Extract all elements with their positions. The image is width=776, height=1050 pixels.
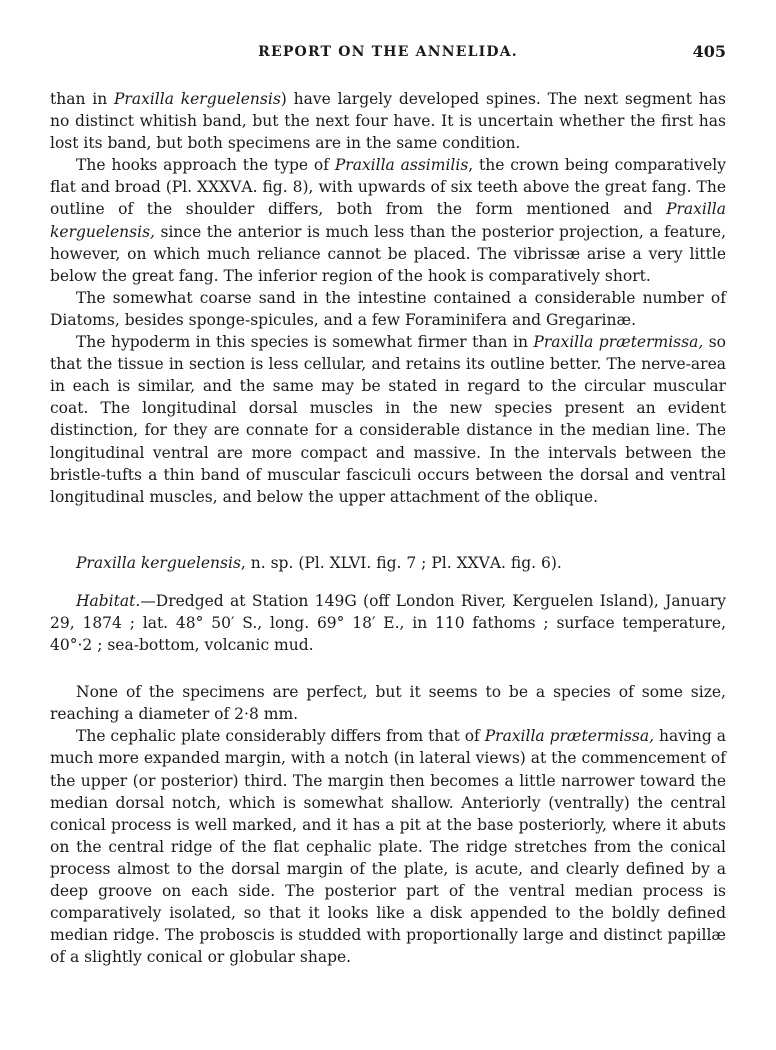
running-title: REPORT ON THE ANNELIDA.: [258, 44, 518, 60]
paragraph-5: None of the specimens are perfect, but it seems to be a species of some size, reaching a diameter of 2·8 mm.: [50, 683, 726, 724]
paragraph-1: [50, 88, 726, 154]
station-letter: G: [344, 591, 357, 610]
paragraph-4: [50, 331, 726, 508]
species-name: Praxilla kerguelensis: [76, 553, 241, 572]
text-run: since the anterior is much less than the posterior projection, a feature, however, on which much reliance cannot be placed. The vibrissæ arise a very little below the great fang. The inferior region of the hook is comparatively short.: [50, 222, 726, 285]
page-header: [50, 44, 726, 66]
text-run: . fig. 8), with upwards of six teeth above the great fang. The outline of the shoulder differs, both from the form mentioned and: [50, 178, 726, 219]
text-run: , the crown being comparatively flat and broad (Pl. XXXV: [50, 156, 726, 197]
text-run: The cephalic plate considerably differs from that of: [76, 727, 485, 746]
habitat-label: Habitat.: [76, 591, 141, 610]
text-run: than in: [50, 90, 114, 108]
text-run: The hooks approach the type of: [76, 156, 335, 175]
text-run: ) have largely developed spines. The next segment has no distinct whitish band, but the next four have. It is uncertain whether the first has lost its band, but both specimens are in the same condition.: [50, 90, 726, 153]
text-run: (off London River, Kerguelen Island), January 29, 1874 ; lat. 48° 50′ S., long. 69° 18′ E., in 110 fathoms ; surface temperature, 40°·2 ; sea-bottom, volcanic mud.: [50, 591, 726, 655]
taxon-name: Praxilla assimilis: [334, 156, 469, 175]
text-run: having a much more expanded margin, with a notch (in lateral views) at the commencement of the upper (or posterior) third. The margin then becomes a little narrower toward the median dorsal notch, which is somewhat shallow. Anteriorly (ventrally) the central conical process is well marked, and it has a pit at the base posteriorly, where it abuts on the central ridge of the flat cephalic plate. The ridge stretches from the conical process almost to the dorsal margin of the plate, is acute, and clearly defined by a deep groove on each side. The posterior part of the ventral median process is comparatively isolated, so that it looks like a disk appended to the boldly defined median ridge. The proboscis is studded with proportionally large and distinct papillæ of a slightly conical or globular shape.: [50, 727, 726, 967]
taxon-name: Praxilla kerguelensis,: [50, 200, 726, 241]
paragraph-3: The somewhat coarse sand in the intestine contained a considerable number of Diatoms, besides sponge-spicules, and a few Foraminifera and Gregarinæ.: [50, 288, 726, 329]
text-run: —Dredged at Station 149: [140, 591, 345, 610]
taxon-name: Praxilla kerguelensis: [114, 90, 281, 108]
text-run: so that the tissue in section is less cellular, and retains its outline better. The nerve-area in each is similar, and the same may be stated in regard to the circular muscular coat. The longitudinal dorsal muscles in the new species present an evident distinction, for they are connate for a considerable distance in the median line. The longitudinal ventral are more compact and massive. In the intervals between the bristle-tufts a thin band of muscular fasciculi occurs between the dorsal and ventral longitudinal muscles, and below the upper attachment of the oblique.: [50, 333, 726, 506]
habitat-paragraph: [50, 590, 726, 656]
plate-suffix: A: [241, 178, 253, 197]
species-heading: [50, 552, 726, 574]
body-text: [50, 88, 726, 968]
text-run: The hypoderm in this species is somewhat firmer than in: [76, 333, 534, 352]
paragraph-2: [50, 154, 726, 287]
text-run: , n. sp. (Pl. XLVI. fig. 7 ; Pl. XXV: [240, 553, 490, 572]
taxon-name: Praxilla prætermissa,: [484, 727, 655, 746]
paragraph-6: [50, 725, 726, 968]
page-number: 405: [692, 42, 726, 61]
plate-suffix: A: [489, 553, 502, 572]
text-run: . fig. 6).: [501, 553, 562, 572]
taxon-name: Praxilla prætermissa,: [533, 333, 704, 352]
